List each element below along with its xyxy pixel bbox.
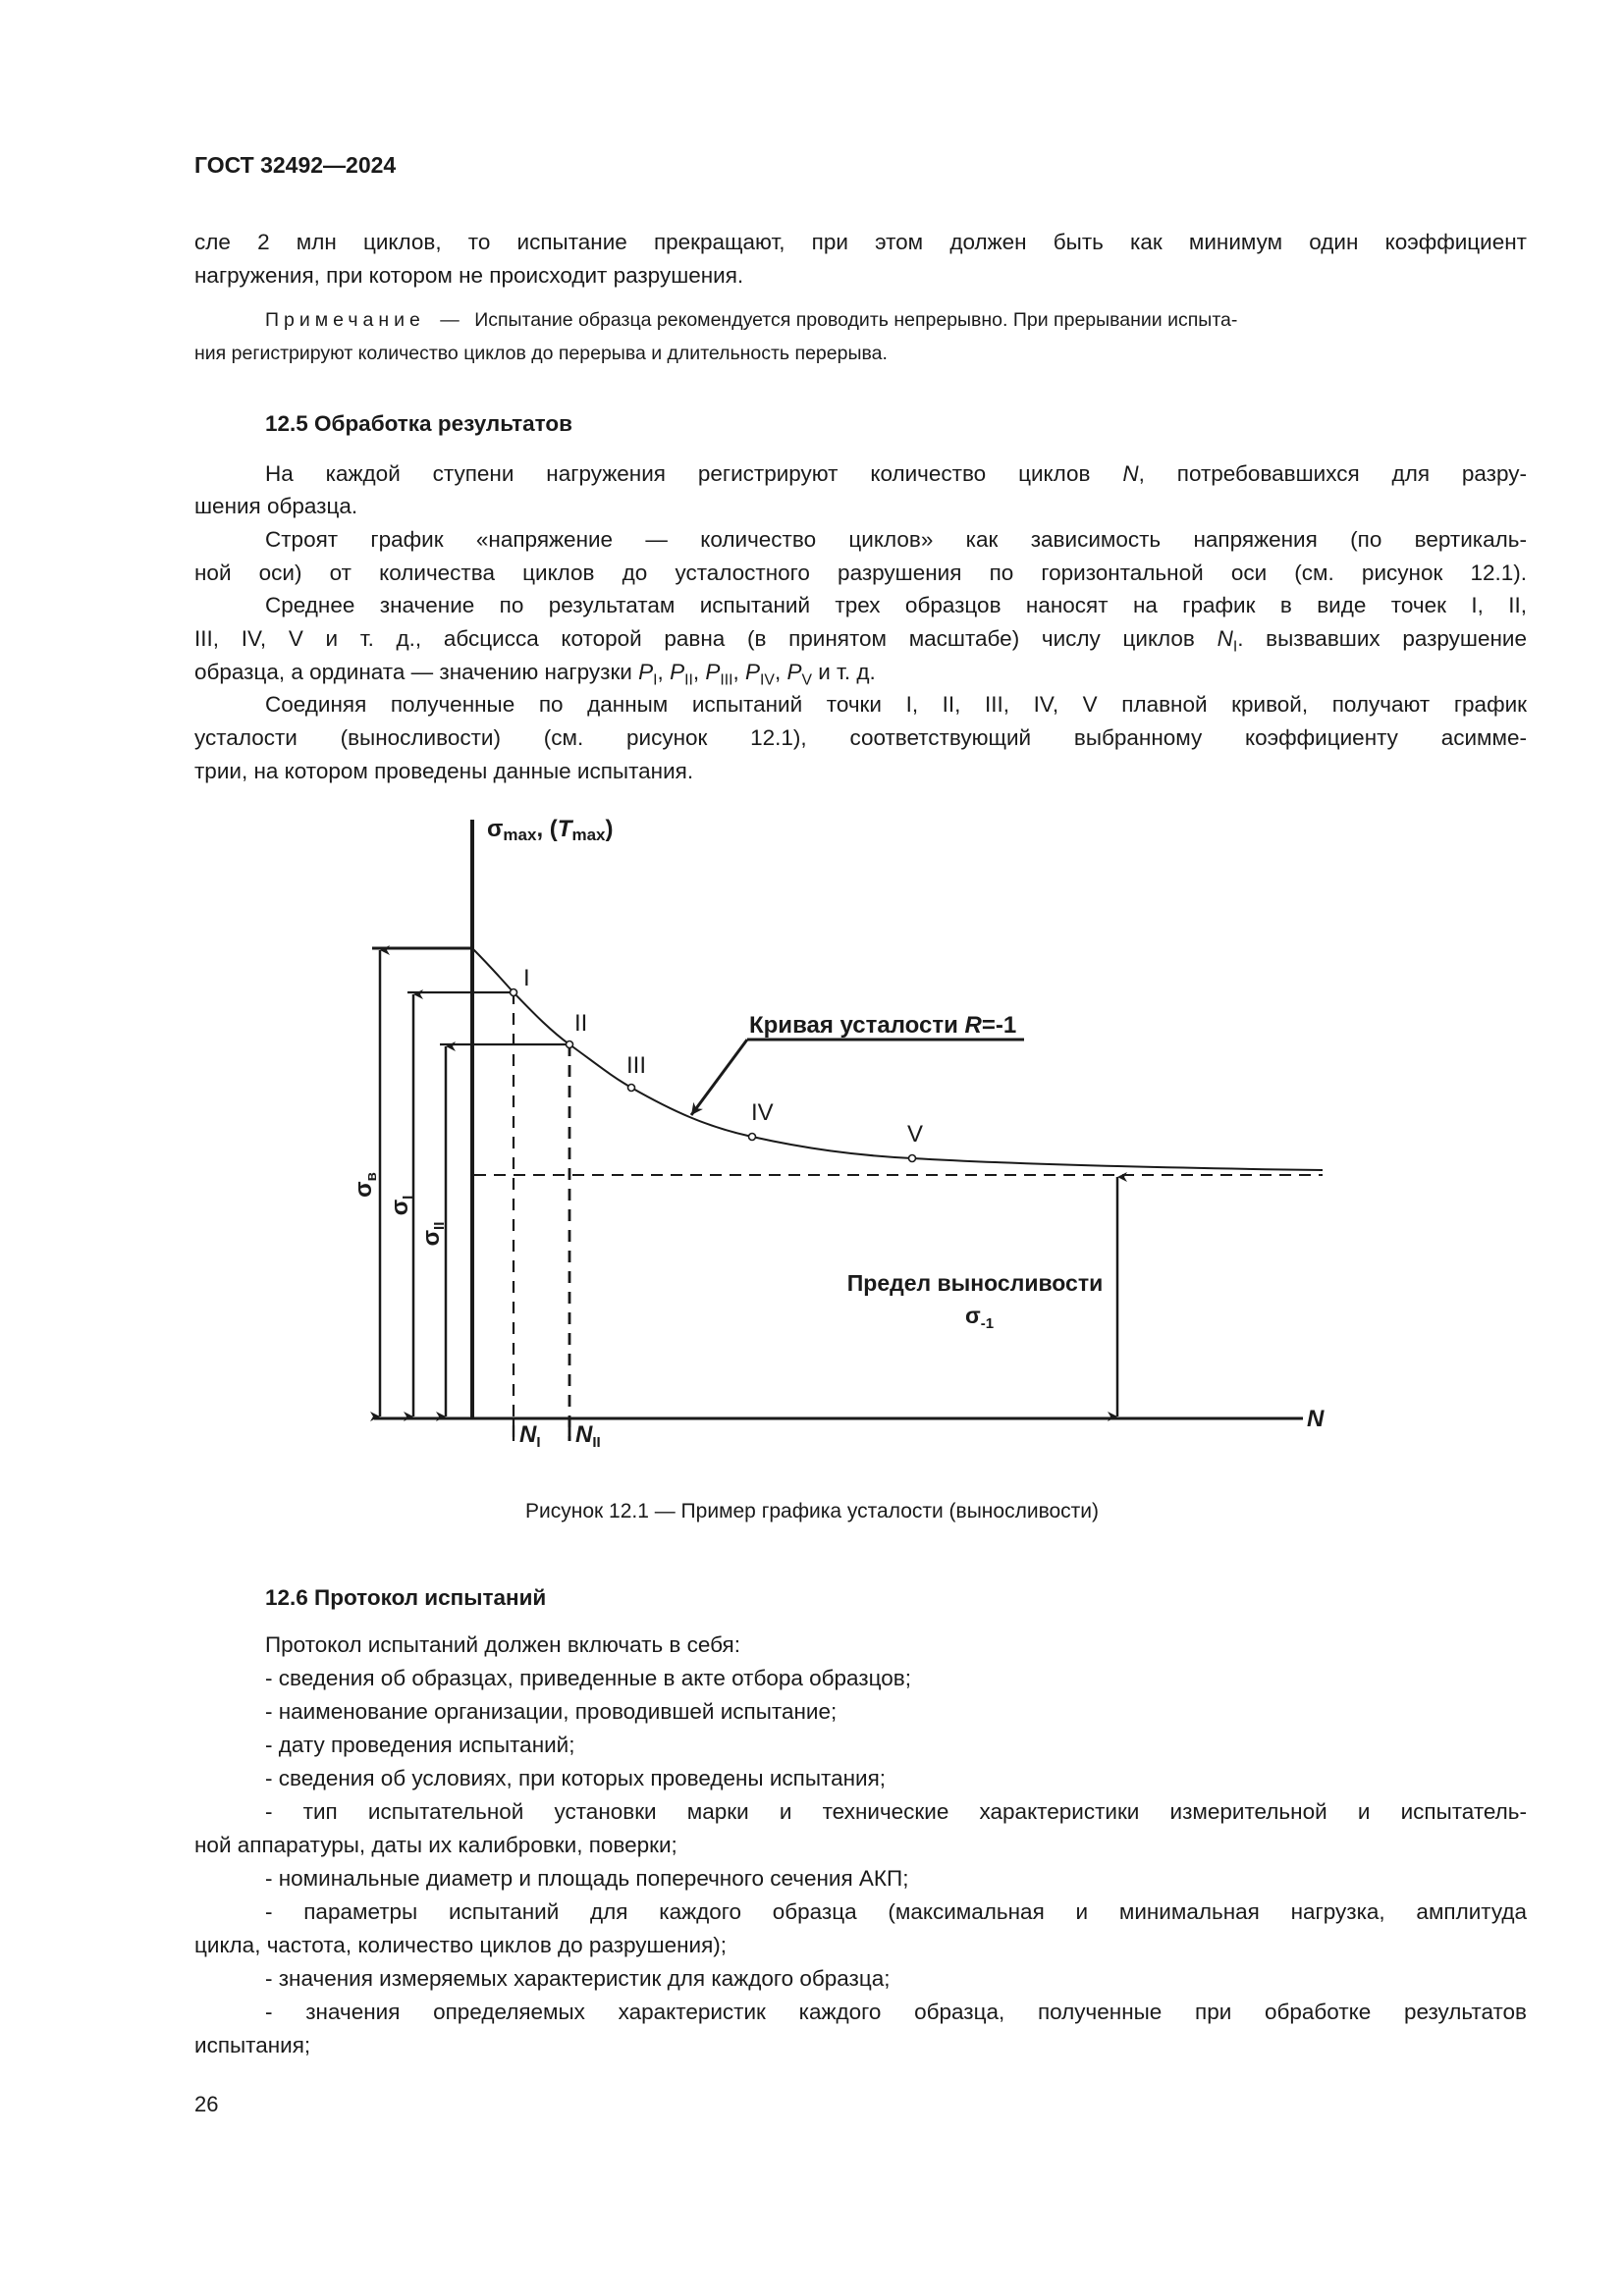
note-text-1: Испытание образца рекомендуется проводить непрерывно. При прерывании испыта-: [474, 309, 1238, 331]
n-ii-label: $N_{II}$: [575, 1421, 601, 1451]
protocol-line: - сведения об условиях, при которых проведены испытания;: [265, 1766, 887, 1790]
body-line: На каждой ступени нагружения регистрируют количество циклов N, потребовавшихся для разру-: [265, 461, 1527, 486]
section-heading-12-5: 12.5 Обработка результатов: [265, 411, 572, 436]
body-line: усталости (выносливости) (см. рисунок 12.1), соответствующий выбранному коэффициенту асимме-: [194, 725, 1527, 750]
note-dash: —: [440, 309, 460, 331]
protocol-line: испытания;: [194, 2033, 311, 2057]
protocol-line: - параметры испытаний для каждого образца (максимальная и минимальная нагрузка, амплитуда: [265, 1899, 1527, 1924]
point-ii: [567, 1041, 573, 1048]
body-line: Соединяя полученные по данным испытаний точки I, II, III, IV, V плавной кривой, получают график: [265, 692, 1527, 717]
protocol-line: - наименование организации, проводившей испытание;: [265, 1699, 838, 1724]
body-line: III, IV, V и т. д., абсцисса которой равна (в принятом масштабе) числу циклов $N_I$. вызвавших разрушение: [194, 626, 1527, 656]
protocol-line: Протокол испытаний должен включать в себя:: [265, 1632, 740, 1657]
body-line: трии, на котором проведены данные испытания.: [194, 759, 694, 783]
point-label-iii: III: [626, 1052, 647, 1079]
protocol-line: ной аппаратуры, даты их калибровки, поверки;: [194, 1833, 677, 1857]
protocol-line: - тип испытательной установки марки и технические характеристики измерительной и испытатель-: [265, 1799, 1527, 1824]
body-line: Строят график «напряжение — количество циклов» как зависимость напряжения (по вертикаль-: [265, 527, 1527, 552]
sigma-b-label: $\sigma_в$: [351, 1172, 380, 1198]
y-axis-label: σmax, (Tmax): [487, 816, 614, 844]
curve-label: Кривая усталости R=-1: [749, 1012, 1017, 1039]
protocol-line: - значения измеряемых характеристик для каждого образца;: [265, 1966, 891, 1991]
point-label-iv: IV: [751, 1099, 774, 1126]
body-line: ной оси) от количества циклов до усталостного разрушения по горизонтальной оси (см. рисунок 12.1).: [194, 561, 1527, 585]
point-label-i: I: [523, 965, 530, 991]
protocol-line: - дату проведения испытаний;: [265, 1733, 575, 1757]
figure-caption: Рисунок 12.1 — Пример графика усталости (выносливости): [524, 1500, 1100, 1522]
section-heading-12-6: 12.6 Протокол испытаний: [265, 1585, 547, 1610]
sigma-ii-label: $\sigma_{II}$: [418, 1221, 448, 1247]
point-iv: [749, 1134, 756, 1141]
endurance-symbol: $\sigma_{-1}$: [965, 1303, 995, 1332]
page-number: 26: [194, 2092, 219, 2116]
document-header: ГОСТ 32492—2024: [194, 152, 397, 178]
endurance-label: Предел выносливости: [846, 1270, 1104, 1296]
protocol-line: - значения определяемых характеристик каждого образца, полученные при обработке результатов: [265, 2000, 1527, 2024]
intro-line-1: сле 2 млн циклов, то испытание прекращают, при этом должен быть как минимум один коэффициент: [194, 230, 1527, 254]
body-line: образца, а ордината — значению нагрузки $P_I$, $P_{II}$, $P_{III}$, $P_{IV}$, $P_V$ и т. д.: [194, 660, 876, 689]
protocol-line: - номинальные диаметр и площадь поперечного сечения АКП;: [265, 1866, 909, 1891]
fatigue-curve: [472, 948, 1323, 1170]
body-line: шения образца.: [194, 494, 358, 518]
protocol-line: - сведения об образцах, приведенные в акте отбора образцов;: [265, 1666, 911, 1690]
point-v: [909, 1155, 916, 1162]
sigma-i-label: $\sigma_I$: [387, 1195, 416, 1216]
point-i: [511, 989, 517, 996]
point-label-ii: II: [574, 1010, 588, 1037]
point-label-v: V: [907, 1121, 924, 1148]
intro-line-2: нагружения, при котором не происходит разрушения.: [194, 263, 744, 288]
n-i-label: $N_I$: [519, 1421, 541, 1451]
note-line-2: ния регистрируют количество циклов до перерыва и длительность перерыва.: [194, 343, 888, 364]
x-axis-label: N: [1307, 1406, 1325, 1432]
protocol-line: цикла, частота, количество циклов до разрушения);: [194, 1933, 728, 1957]
curve-label-leader: [691, 1040, 747, 1115]
body-line: Среднее значение по результатам испытаний трех образцов наносят на график в виде точек I, II,: [265, 593, 1527, 617]
point-iii: [628, 1085, 635, 1092]
note-label: Примечание: [265, 309, 425, 331]
